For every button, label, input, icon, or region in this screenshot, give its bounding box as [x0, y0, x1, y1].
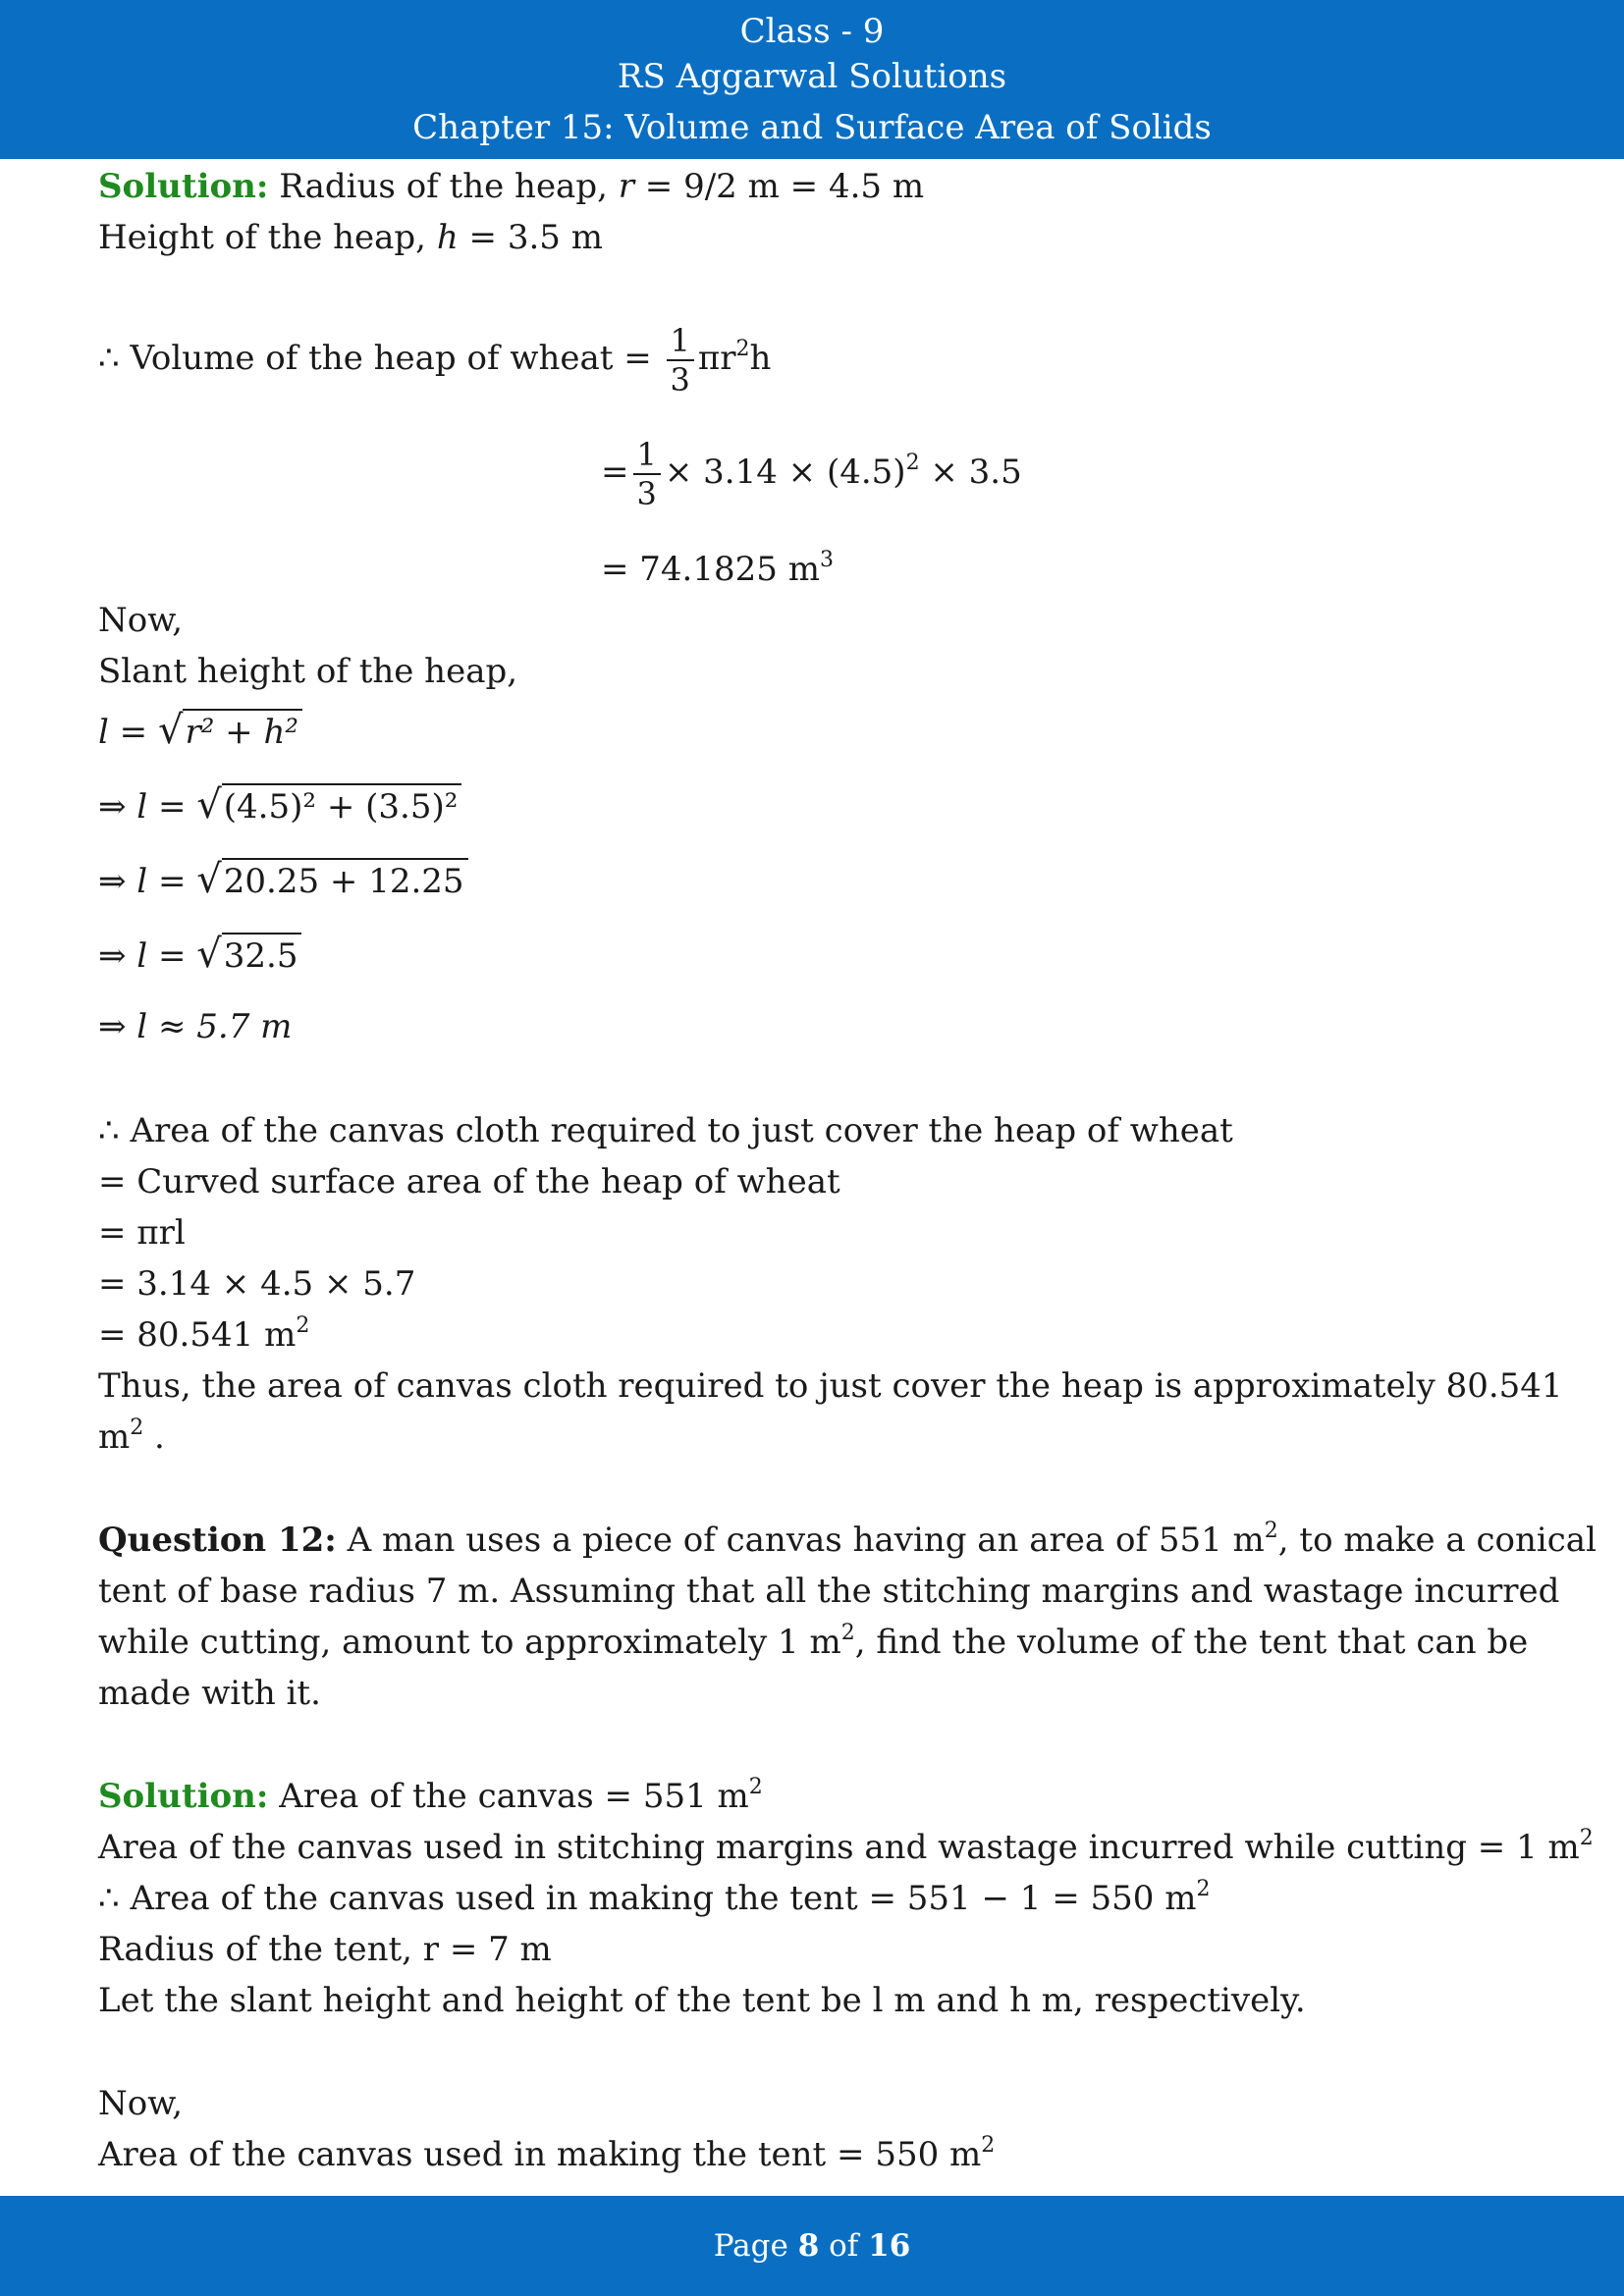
- sqrt: √(4.5)² + (3.5)²: [196, 783, 461, 828]
- header-class: Class - 9: [739, 12, 885, 51]
- sol2-line-1: Solution: Area of the canvas = 551 $m^2$: [98, 1775, 763, 1816]
- solution-label: Solution:: [98, 1777, 269, 1816]
- solution-label: Solution:: [98, 167, 269, 206]
- page-number: 8: [797, 2228, 820, 2264]
- page-total: 16: [868, 2228, 911, 2264]
- page-footer: Page 8 of 16: [0, 2196, 1624, 2296]
- page-header: [0, 0, 1624, 159]
- question-12-line-4: made with it.: [98, 1674, 321, 1713]
- sqrt: √32.5: [196, 933, 301, 978]
- thus-line-2: $m^2$ .: [98, 1415, 165, 1457]
- header-book: RS Aggarwal Solutions: [617, 57, 1007, 96]
- volume-result-line: = 74.1825 $m^3$: [601, 548, 834, 589]
- area-line-3: = πrl: [98, 1213, 186, 1253]
- area-line-4: = 3.14 × 4.5 × 5.7: [98, 1264, 416, 1304]
- slant-eq-2: ⇒ l = √(4.5)² + (3.5)²: [98, 783, 461, 828]
- slant-eq-4: ⇒ l = √32.5: [98, 933, 301, 978]
- fraction: $\frac{1}{3}$: [633, 436, 661, 512]
- slant-eq-1: l = √r² + h²: [98, 709, 302, 754]
- area-line-2: = Curved surface area of the heap of wheat: [98, 1162, 840, 1201]
- header-chapter: Chapter 15: Volume and Surface Area of Solids: [412, 108, 1212, 147]
- volume-step2-line: = $\frac{1}{3}$ × $3.14 \times (4.5)^2 \times 3.5$: [601, 436, 1022, 512]
- thus-line-1: Thus, the area of canvas cloth required to just cover the heap is approximately 80.541: [98, 1366, 1563, 1406]
- slant-eq-3: ⇒ l = √20.25 + 12.25: [98, 858, 468, 903]
- sol2-line-2: Area of the canvas used in stitching margins and wastage incurred while cutting = 1 $m^2$: [98, 1826, 1594, 1867]
- sol2-line-6: Area of the canvas used in making the tent = 550 $m^2$: [98, 2133, 996, 2174]
- sqrt: √r² + h²: [158, 709, 302, 754]
- slant-height-line: Slant height of the heap,: [98, 652, 518, 691]
- question-12-line-1: Question 12: A man uses a piece of canvas having an area of 551 $m^2$, to make a conical: [98, 1519, 1597, 1560]
- sol2-line-5: Let the slant height and height of the tent be l m and h m, respectively.: [98, 1981, 1306, 2020]
- question-12-line-2: tent of base radius 7 m. Assuming that all the stitching margins and wastage incurred: [98, 1572, 1560, 1611]
- volume-formula-line: ∴ Volume of the heap of wheat = $\frac{1}{3}$ $\pi r^2h$: [98, 322, 772, 399]
- area-line-1: ∴ Area of the canvas cloth required to just cover the heap of wheat: [98, 1111, 1233, 1150]
- question-label: Question 12:: [98, 1521, 337, 1560]
- now-line: Now,: [98, 601, 184, 640]
- area-line-5: = 80.541 $m^2$: [98, 1313, 310, 1355]
- slant-eq-5: ⇒ l ≈ 5.7 m: [98, 1007, 293, 1046]
- sol1-radius-line: Solution: Radius of the heap, r = 9/2 m = 4.5 m: [98, 167, 925, 206]
- sol2-line-3: ∴ Area of the canvas used in making the tent = 551 − 1 = 550 $m^2$: [98, 1877, 1211, 1918]
- sqrt: √20.25 + 12.25: [196, 858, 467, 903]
- question-12-line-3: while cutting, amount to approximately 1 $m^2$, find the volume of the tent that can be: [98, 1621, 1529, 1662]
- sol2-now: Now,: [98, 2084, 184, 2123]
- sol2-line-4: Radius of the tent, r = 7 m: [98, 1930, 552, 1969]
- fraction: $\frac{1}{3}$: [667, 322, 694, 399]
- sol1-height-line: Height of the heap, h = 3.5 m: [98, 218, 603, 257]
